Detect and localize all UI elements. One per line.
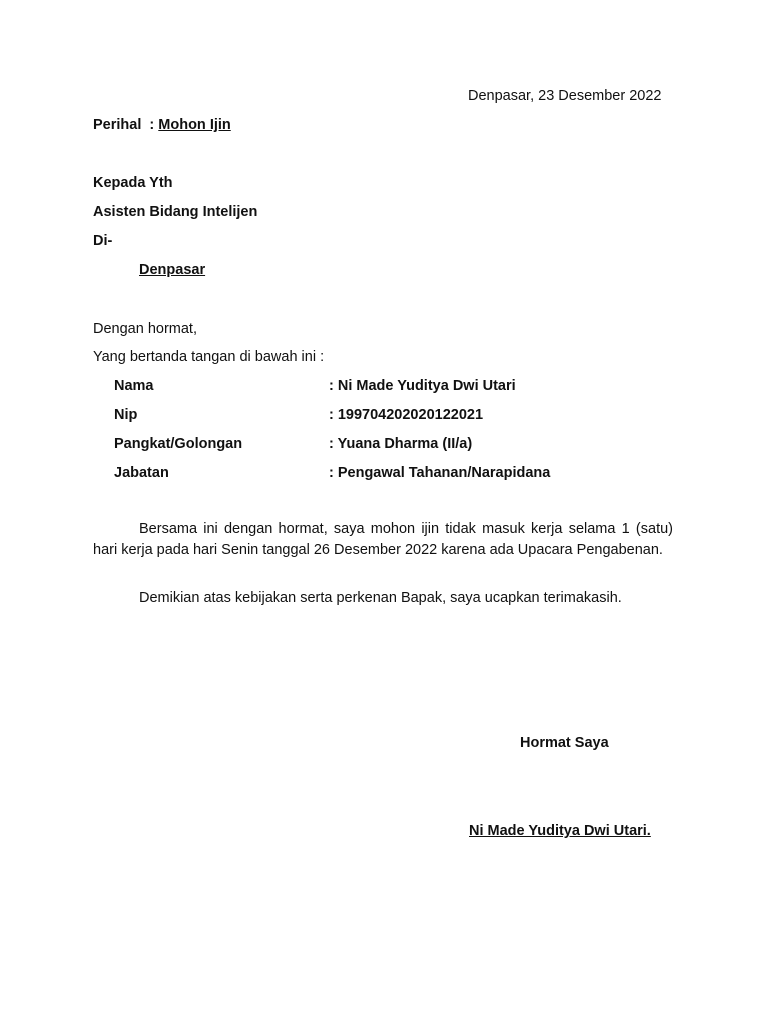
identity-value: : Pengawal Tahanan/Narapidana [329, 465, 551, 481]
identity-label: Pangkat/Golongan [114, 436, 243, 452]
subject-value: Mohon Ijin [158, 117, 231, 133]
recipient-line-1: Kepada Yth [93, 175, 173, 191]
closing-salutation: Hormat Saya [520, 735, 609, 751]
subject-line [93, 116, 231, 134]
identity-label: Nip [114, 407, 138, 423]
subject-label: Perihal : [93, 117, 159, 133]
body-paragraph-request: Bersama ini dengan hormat, saya mohon ijin tidak masuk kerja selama 1 (satu) hari kerja pada hari Senin tanggal 26 Desember 2022 karena ada Upacara Pengabenan. [93, 521, 673, 558]
identity-value: : Yuana Dharma (II/a) [329, 436, 473, 452]
intro-line: Yang bertanda tangan di bawah ini : [93, 349, 325, 365]
recipient-line-2: Asisten Bidang Intelijen [93, 204, 258, 220]
identity-value: : Ni Made Yuditya Dwi Utari [329, 378, 516, 394]
recipient-city: Denpasar [139, 262, 206, 278]
identity-value: : 199704202020122021 [329, 407, 484, 423]
identity-label: Nama [114, 378, 154, 394]
body-paragraph-closing: Demikian atas kebijakan serta perkenan Bapak, saya ucapkan terimakasih. [139, 590, 622, 606]
identity-label: Jabatan [114, 465, 169, 481]
recipient-line-3: Di- [93, 233, 113, 249]
greeting: Dengan hormat, [93, 321, 197, 337]
signer-name: Ni Made Yuditya Dwi Utari. [469, 823, 651, 839]
place-date: Denpasar, 23 Desember 2022 [468, 88, 662, 104]
